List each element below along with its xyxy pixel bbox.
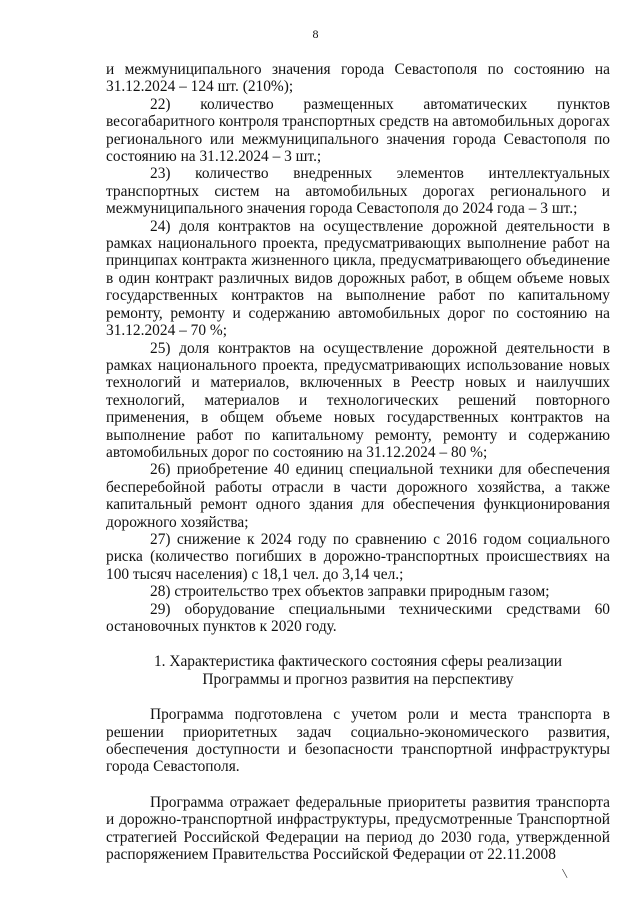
- section-heading-line-2: Программы и прогноз развития на перспективу: [202, 670, 514, 688]
- list-item-24: 24) доля контрактов на осуществление дорожной деятельности в рамках национального проекта, предусматривающих выполнение работ на принципах контракта жизненного цикла, предусматривающего объединение в один контракт различных видов дорожных работ, в общем объеме новых государственных контрактов на выполнение работ по капитальному ремонту, ремонту и содержанию автомобильных дорог по состоянию на 31.12.2024 – 70 %;: [106, 217, 610, 340]
- list-item-29: 29) оборудование специальными техническими средствами 60 остановочных пунктов к 2020 году.: [106, 600, 610, 635]
- document-body: [106, 61, 610, 863]
- paragraph-gap: [106, 776, 610, 794]
- list-item-28: 28) строительство трех объектов заправки природным газом;: [150, 583, 550, 601]
- list-item-27: 27) снижение к 2024 году по сравнению с 2016 годом социального риска (количество погибших в дорожно-транспортных происшествиях на 100 тысяч населения) с 18,1 чел. до 3,14 чел.;: [106, 530, 610, 583]
- section-heading: [106, 653, 610, 688]
- list-item-26: 26) приобретение 40 единиц специальной техники для обеспечения бесперебойной работы отрасли в части дорожного хозяйства, а также капитальный ремонт одного здания для обеспечения функционирования дорожного хозяйства;: [106, 461, 610, 531]
- page-number: 8: [312, 27, 319, 41]
- list-item-25: 25) доля контрактов на осуществление дорожной деятельности в рамках национального проекта, предусматривающих использование новых технологий и материалов, включенных в Реестр новых и наилучших технологий, материалов и технологических решений повторного применения, в общем объеме новых государственных контрактов на выполнение работ по капитальному ремонту, ремонту и содержанию автомобильных дорог по состоянию на 31.12.2024 – 80 %;: [106, 339, 610, 461]
- list-item-22: 22) количество размещенных автоматических пунктов весогабаритного контроля транспортных средств на автомобильных дорогах регионального или межмуниципального значения города Севастополя по состоянию на 31.12.2024 – 3 шт.;: [106, 95, 610, 166]
- list-item-23: 23) количество внедренных элементов интеллектуальных транспортных систем на автомобильных дорогах регионального и межмуниципального значения города Севастополя до 2024 года – 3 шт.;: [106, 165, 610, 218]
- closing-paragraph-2: Программа отражает федеральные приоритеты развития транспорта и дорожно-транспортной инфраструктуры, предусмотренные Транспортной стратегией Российской Федерации на период до 2030 года, утвержденной распоряжением Правительства Российской Федерации от 22.11.2008: [106, 793, 610, 864]
- section-heading-line-1: 1. Характеристика фактического состояния сферы реализации: [153, 653, 563, 671]
- closing-paragraph-1: Программа подготовлена с учетом роли и места транспорта в решении приоритетных задач социально-экономического развития, обеспечения доступности и безопасности транспортной инфраструктуры города Севастополя.: [106, 706, 610, 776]
- handwritten-mark: \: [561, 866, 569, 883]
- list-item-continued: и межмуниципального значения города Севастополя по состоянию на 31.12.2024 – 124 шт. (210%);: [106, 61, 610, 96]
